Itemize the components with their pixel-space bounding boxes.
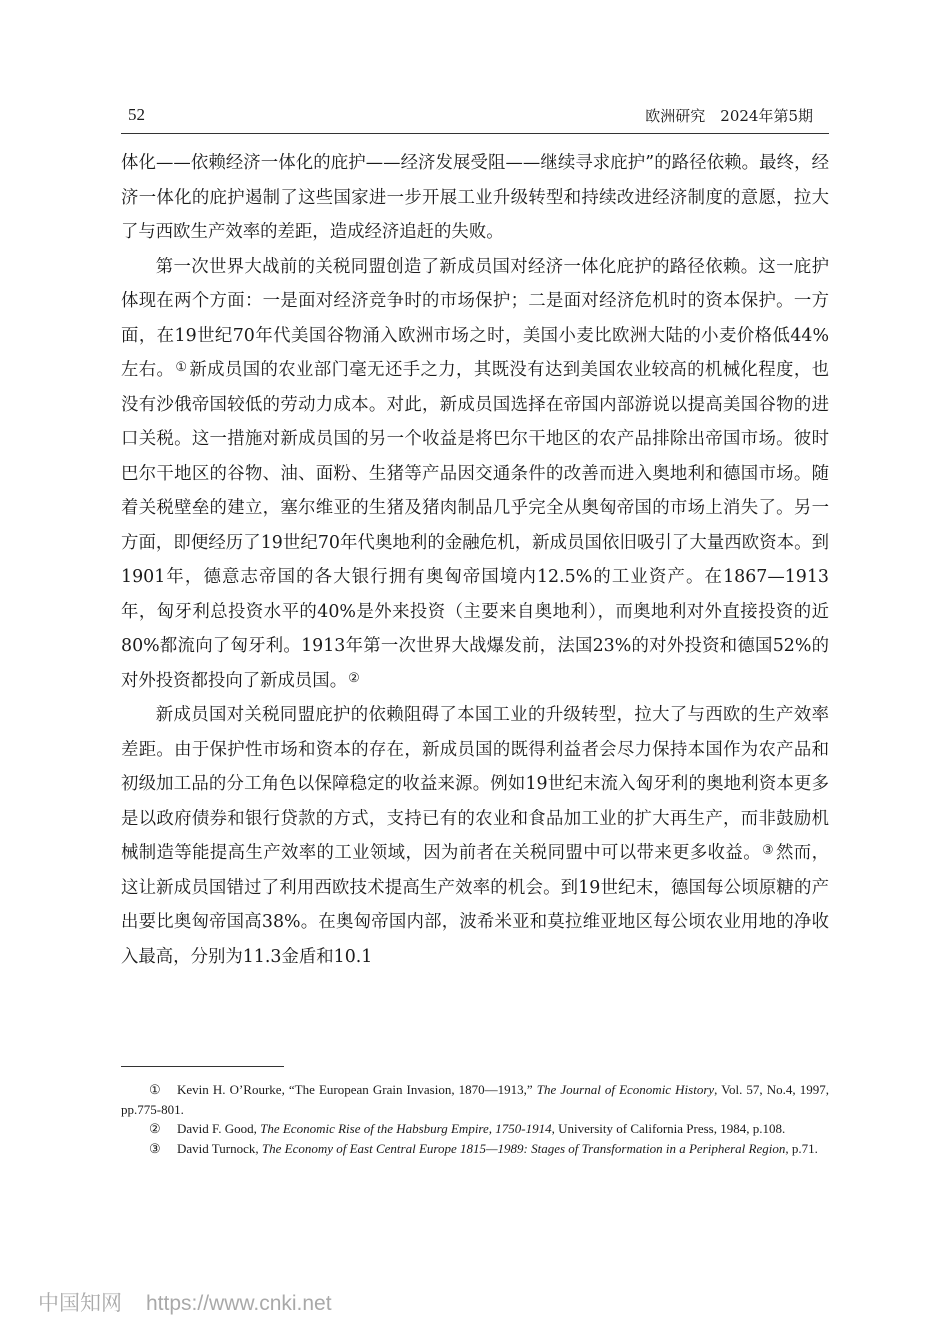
paragraph-3-text-b: 然而，这让新成员国错过了利用西欧技术提高生产效率的机会。到19世纪末，德国每公顷原糖的产出要比奥匈帝国高38%。在奥匈帝国内部，波希米亚和莫拉维亚地区每公顷农业用地的净收入最高，分别为11.3金盾和10.1: [121, 843, 829, 967]
footnote-1-post: , Vol. 57, No.4, 1997, pp.775-801.: [121, 1082, 829, 1117]
paragraph-2-text-b: 新成员国的农业部门毫无还手之力，其既没有达到美国农业较高的机械化程度，也没有沙俄帝国较低的劳动力成本。对此，新成员国选择在帝国内部游说以提高美国谷物的进口关税。这一措施对新成员国的另一个收益是将巴尔干地区的农产品排除出帝国市场。彼时巴尔干地区的谷物、油、面粉、生猪等产品因交通条件的改善而进入奥地利和德国市场。随着关税壁垒的建立，塞尔维亚的生猪及猪肉制品几乎完全从奥匈帝国的市场上消失了。另一方面，即便经历了19世纪70年代奥地利的金融危机，新成员国依旧吸引了大量西欧资本。到1901年，德意志帝国的各大银行拥有奥匈帝国境内12.5%的工业资产。在1867—1913年，匈牙利总投资水平的40%是外来投资（主要来自奥地利），而奥地利对外直接投资的近80%都流向了匈牙利。1913年第一次世界大战爆发前，法国23%的对外投资和德国52%的对外投资都投向了新成员国。: [121, 360, 829, 691]
paragraph-1-text: 体化——依赖经济一体化的庇护——经济发展受阻——继续寻求庇护”的路径依赖。最终，经济一体化的庇护遏制了这些国家进一步开展工业升级转型和持续改进经济制度的意愿，拉大了与西欧生产效率的差距，造成经济追赶的失败。: [121, 153, 829, 242]
journal-issue-title: 欧洲研究 2024年第5期: [645, 107, 813, 125]
footnote-ref-2[interactable]: ②: [348, 670, 360, 686]
cnki-watermark: [38, 1287, 332, 1317]
paragraph-3-text-a: 新成员国对关税同盟庇护的依赖阻碍了本国工业的升级转型，拉大了与西欧的生产效率差距。由于保护性市场和资本的存在，新成员国的既得利益者会尽力保持本国作为农产品和初级加工品的分工角色以保障稳定的收益来源。例如19世纪末流入匈牙利的奥地利资本更多是以政府债券和银行贷款的方式，支持已有的农业和食品加工业的扩大再生产，而非鼓励机械制造等能提高生产效率的工业领域，因为前者在关税同盟中可以带来更多收益。: [121, 705, 829, 863]
footnote-3-post: , p.71.: [785, 1140, 818, 1156]
footnote-1-marker: ①: [149, 1082, 161, 1097]
footnote-2-title: The Economic Rise of the Habsburg Empire, 1750-1914: [260, 1121, 552, 1136]
article-body: [121, 146, 829, 974]
footnote-2-pre: David F. Good,: [177, 1121, 261, 1136]
footnote-1: [121, 1080, 829, 1119]
footnotes: [121, 1080, 829, 1158]
footnote-ref-3[interactable]: ③: [761, 843, 775, 858]
page-number: 52: [128, 105, 145, 124]
paragraph-2: [121, 250, 829, 699]
footnote-1-pre: Kevin H. O’Rourke, “The European Grain Invasion, 1870—1913,”: [177, 1082, 537, 1097]
paragraph-2-text-a: 第一次世界大战前的关税同盟创造了新成员国对经济一体化庇护的路径依赖。这一庇护体现在两个方面：一是面对经济竞争时的市场保护；二是面对经济危机时的资本保护。一方面，在19世纪70年代美国谷物涌入欧洲市场之时，美国小麦比欧洲大陆的小麦价格低44%左右。: [121, 256, 829, 380]
footnote-3: [121, 1139, 829, 1159]
watermark-url: https://www.cnki.net: [146, 1292, 332, 1315]
footnote-2-post: , University of California Press, 1984, p.108.: [551, 1121, 786, 1136]
footnote-1-title: The Journal of Economic History: [536, 1082, 715, 1097]
footnote-divider: [121, 1066, 284, 1067]
footnote-3-pre: David Turnock,: [177, 1140, 262, 1156]
paragraph-1: [121, 146, 829, 250]
footnote-2-marker: ②: [149, 1121, 161, 1136]
footnote-3-marker: ③: [149, 1140, 161, 1156]
running-header: [121, 105, 829, 129]
footnote-ref-1[interactable]: ①: [175, 360, 188, 375]
footnote-3-title: The Economy of East Central Europe 1815—1989: Stages of Transformation in a Peripheral Region: [261, 1140, 786, 1156]
paragraph-3: [121, 698, 829, 974]
footnote-2: [121, 1119, 829, 1139]
watermark-brand: 中国知网: [38, 1291, 122, 1315]
header-divider: [121, 133, 829, 134]
